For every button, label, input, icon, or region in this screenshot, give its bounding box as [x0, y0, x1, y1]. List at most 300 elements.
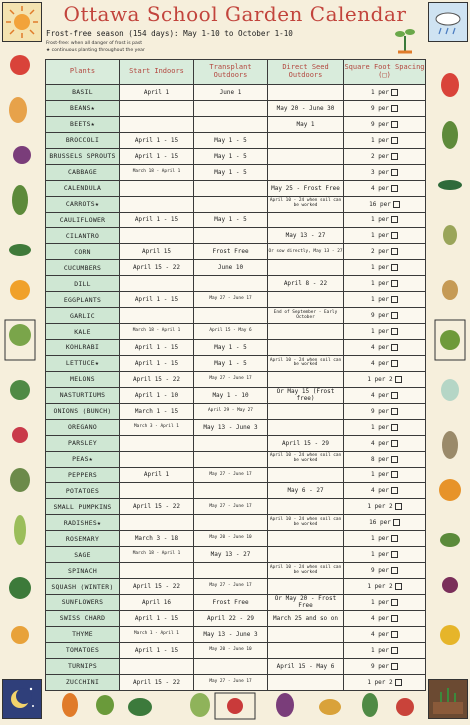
transplant-outdoors-cell [194, 419, 268, 435]
direct-seed-outdoors-cell-text: Or May 20 - Frost Free [274, 595, 337, 610]
transplant-outdoors-cell-text: May 13 - June 3 [203, 423, 258, 431]
direct-seed-outdoors-cell-text: May 6 - 27 [287, 487, 324, 495]
square-foot-spacing-cell [344, 340, 426, 356]
start-indoors-cell-text: March 18 - April 1 [132, 328, 181, 334]
transplant-outdoors-cell [194, 515, 268, 531]
square-icon [391, 487, 398, 494]
plant-name-cell [46, 483, 120, 499]
square-icon [393, 519, 400, 526]
square-foot-spacing-cell [344, 308, 426, 324]
square-icon [391, 535, 398, 542]
transplant-outdoors-cell-text: May 27 - June 17 [209, 296, 252, 302]
direct-seed-outdoors-cell-text: May 25 - Frost Free [271, 184, 340, 192]
direct-seed-outdoors-cell [268, 467, 344, 483]
square-foot-spacing-cell-text: 1 per 2 [367, 503, 393, 511]
plant-name-cell [46, 674, 120, 690]
square-icon [391, 248, 398, 255]
square-foot-spacing-cell-text: 1 per [370, 232, 390, 240]
plant-name-cell-text: KALE [74, 327, 91, 336]
transplant-outdoors-cell-text: May 27 - June 17 [209, 376, 252, 382]
square-foot-spacing-cell-text: 2 per [370, 152, 390, 160]
start-indoors-cell-text: March 1 - April 1 [134, 631, 179, 637]
start-indoors-cell [120, 132, 194, 148]
plant-name-cell [46, 355, 120, 371]
square-foot-spacing-cell [344, 276, 426, 292]
start-indoors-cell [120, 595, 194, 611]
plant-name-cell [46, 196, 120, 212]
start-indoors-cell [120, 579, 194, 595]
square-icon [391, 392, 398, 399]
plant-name-cell-text: ZUCCHINI [65, 678, 100, 687]
transplant-outdoors-cell [194, 164, 268, 180]
square-icon [391, 360, 398, 367]
transplant-outdoors-cell-text: April 22 - 29 [207, 614, 254, 622]
plant-name-cell [46, 419, 120, 435]
table-row [46, 451, 426, 467]
transplant-outdoors-cell [194, 467, 268, 483]
start-indoors-cell [120, 403, 194, 419]
square-icon [391, 121, 398, 128]
plant-name-cell-text: CABBAGE [67, 168, 98, 177]
table-row [46, 132, 426, 148]
direct-seed-outdoors-cell-text: May 1 [296, 120, 315, 128]
plant-name-cell [46, 292, 120, 308]
plant-name-cell [46, 499, 120, 515]
plant-name-cell [46, 435, 120, 451]
table-row [46, 371, 426, 387]
frost-free-season: Frost-free season (154 days): May 1-10 to October 1-10 [46, 29, 293, 38]
plant-name-cell [46, 610, 120, 626]
direct-seed-outdoors-cell-text: April 10 - 24 when soil can be worked [269, 453, 342, 464]
table-row [46, 403, 426, 419]
start-indoors-cell [120, 435, 194, 451]
direct-seed-outdoors-cell [268, 180, 344, 196]
square-foot-spacing-cell-text: 16 per [369, 519, 391, 527]
plant-name-cell-text: MELONS [70, 375, 95, 384]
transplant-outdoors-cell [194, 499, 268, 515]
square-foot-spacing-cell-text: 1 per [370, 423, 390, 431]
table-row [46, 340, 426, 356]
square-foot-spacing-cell-text: 9 per [370, 120, 390, 128]
direct-seed-outdoors-cell-text: Or sow directly, May 13 - 27 [268, 248, 343, 254]
table-row [46, 196, 426, 212]
table-row [46, 531, 426, 547]
rain-cloud-icon [428, 2, 468, 42]
plant-name-cell-text: CUCUMBERS [63, 263, 102, 272]
square-icon [391, 408, 398, 415]
transplant-outdoors-cell-text: May 13 - 27 [210, 551, 251, 559]
transplant-outdoors-cell [194, 626, 268, 642]
start-indoors-cell-text: March 18 - April 1 [132, 551, 181, 557]
transplant-outdoors-cell [194, 563, 268, 579]
start-indoors-cell [120, 451, 194, 467]
square-foot-spacing-cell-text: 1 per [370, 598, 390, 606]
square-foot-spacing-cell-text: 2 per [370, 248, 390, 256]
transplant-outdoors-cell-text: May 1 - 10 [212, 391, 249, 399]
direct-seed-outdoors-cell-text: April 10 - 24 when soil can be worked [269, 564, 342, 575]
direct-seed-outdoors-cell [268, 228, 344, 244]
square-foot-spacing-cell [344, 483, 426, 499]
transplant-outdoors-cell-text: May 1 - 5 [214, 343, 247, 351]
table-row [46, 658, 426, 674]
plant-name-cell-text: DILL [74, 279, 91, 288]
plant-name-cell [46, 148, 120, 164]
garden-calendar-table [45, 59, 426, 691]
table-row [46, 499, 426, 515]
table-row [46, 116, 426, 132]
direct-seed-outdoors-cell [268, 515, 344, 531]
square-foot-spacing-cell [344, 403, 426, 419]
square-foot-spacing-cell [344, 132, 426, 148]
transplant-outdoors-cell [194, 403, 268, 419]
direct-seed-outdoors-cell [268, 244, 344, 260]
square-icon [391, 137, 398, 144]
start-indoors-cell-text: April 15 - 22 [133, 583, 180, 591]
plant-name-cell [46, 228, 120, 244]
table-row [46, 276, 426, 292]
plant-name-cell [46, 276, 120, 292]
square-foot-spacing-cell-text: 9 per [370, 662, 390, 670]
plant-name-cell [46, 100, 120, 116]
continuous-planting-note: ★ continuous planting throughout the year [46, 48, 145, 53]
direct-seed-outdoors-cell-text: May 20 - June 30 [276, 104, 335, 112]
square-foot-spacing-cell [344, 579, 426, 595]
square-foot-spacing-cell-text: 1 per [370, 136, 390, 144]
plant-name-cell [46, 164, 120, 180]
transplant-outdoors-cell-text: May 1 - 5 [214, 168, 247, 176]
square-icon [391, 647, 398, 654]
square-icon [391, 264, 398, 271]
square-foot-spacing-cell-text: 4 per [370, 614, 390, 622]
start-indoors-cell [120, 116, 194, 132]
transplant-outdoors-cell [194, 132, 268, 148]
transplant-outdoors-cell-text: May 13 - June 3 [203, 630, 258, 638]
plant-name-cell-text: CAULIFLOWER [59, 215, 106, 224]
transplant-outdoors-cell-text: May 1 - 5 [214, 136, 247, 144]
transplant-outdoors-cell-text: May 1 - 5 [214, 152, 247, 160]
square-foot-spacing-cell-text: 8 per [370, 455, 390, 463]
column-header-start-indoors: Start Indoors [120, 60, 194, 85]
square-foot-spacing-cell-text: 3 per [370, 168, 390, 176]
square-foot-spacing-cell-text: 1 per [370, 264, 390, 272]
start-indoors-cell [120, 308, 194, 324]
transplant-outdoors-cell [194, 371, 268, 387]
direct-seed-outdoors-cell-text: March 25 and so on [272, 614, 339, 622]
direct-seed-outdoors-cell [268, 579, 344, 595]
square-icon [391, 216, 398, 223]
plant-name-cell [46, 85, 120, 101]
footer-vegetable-illustrations [0, 689, 470, 721]
direct-seed-outdoors-cell [268, 276, 344, 292]
direct-seed-outdoors-cell-text: April 10 - 24 when soil can be worked [269, 198, 342, 209]
plant-name-cell-text: TOMATOES [65, 646, 100, 655]
start-indoors-cell-text: April 1 - 15 [134, 136, 179, 144]
transplant-outdoors-cell [194, 642, 268, 658]
plant-name-cell [46, 244, 120, 260]
start-indoors-cell [120, 371, 194, 387]
direct-seed-outdoors-cell [268, 419, 344, 435]
square-foot-spacing-cell [344, 387, 426, 403]
start-indoors-cell [120, 196, 194, 212]
plant-name-cell-text: EGGPLANTS [63, 295, 102, 304]
table-row [46, 228, 426, 244]
start-indoors-cell [120, 563, 194, 579]
start-indoors-cell [120, 483, 194, 499]
transplant-outdoors-cell [194, 579, 268, 595]
plant-name-cell [46, 116, 120, 132]
transplant-outdoors-cell-text: May 27 - June 17 [209, 471, 252, 477]
transplant-outdoors-cell-text: June 1 [219, 88, 242, 96]
square-icon [391, 567, 398, 574]
direct-seed-outdoors-cell-text: End of September - Early October [273, 309, 338, 320]
start-indoors-cell-text: April 1 [143, 88, 170, 96]
square-icon [391, 153, 398, 160]
start-indoors-cell-text: April 1 - 15 [134, 614, 179, 622]
square-icon [391, 280, 398, 287]
square-icon [391, 471, 398, 478]
start-indoors-cell [120, 100, 194, 116]
square-icon [391, 328, 398, 335]
square-foot-spacing-cell-text: 1 per [370, 88, 390, 96]
direct-seed-outdoors-cell [268, 403, 344, 419]
plant-name-cell-text: CALENDULA [63, 184, 102, 193]
transplant-outdoors-cell [194, 276, 268, 292]
transplant-outdoors-cell [194, 340, 268, 356]
direct-seed-outdoors-cell [268, 355, 344, 371]
square-icon [395, 583, 402, 590]
table-row [46, 308, 426, 324]
start-indoors-cell-text: April 1 - 15 [134, 216, 179, 224]
transplant-outdoors-cell-text: May 20 - June 10 [209, 535, 252, 541]
table-row [46, 355, 426, 371]
square-foot-spacing-cell-text: 1 per [370, 471, 390, 479]
direct-seed-outdoors-cell [268, 531, 344, 547]
table-row [46, 244, 426, 260]
transplant-outdoors-cell-text: Frost Free [212, 248, 249, 256]
start-indoors-cell [120, 355, 194, 371]
square-foot-spacing-cell-text: 9 per [370, 567, 390, 575]
plant-name-cell [46, 579, 120, 595]
transplant-outdoors-cell [194, 355, 268, 371]
start-indoors-cell [120, 164, 194, 180]
square-icon [391, 296, 398, 303]
table-row [46, 595, 426, 611]
start-indoors-cell-text: April 15 - 22 [133, 375, 180, 383]
square-icon [391, 424, 398, 431]
direct-seed-outdoors-cell-text: April 15 - May 6 [276, 662, 335, 670]
square-foot-spacing-cell [344, 85, 426, 101]
direct-seed-outdoors-cell [268, 116, 344, 132]
square-foot-spacing-cell [344, 642, 426, 658]
square-foot-spacing-cell-text: 9 per [370, 407, 390, 415]
column-header-square-foot-spacing: Square Foot Spacing (□) [344, 60, 426, 85]
table-row [46, 547, 426, 563]
table-row [46, 148, 426, 164]
square-foot-spacing-cell [344, 610, 426, 626]
direct-seed-outdoors-cell-text: April 10 - 24 when soil can be worked [269, 357, 342, 368]
start-indoors-cell [120, 340, 194, 356]
start-indoors-cell [120, 387, 194, 403]
square-foot-spacing-cell-text: 16 per [369, 200, 391, 208]
table-row [46, 324, 426, 340]
plant-name-cell-text: POTATOES [65, 486, 100, 495]
transplant-outdoors-cell [194, 610, 268, 626]
square-icon [391, 312, 398, 319]
plant-name-cell-text: BRUSSELS SPROUTS [49, 152, 116, 161]
column-header-transplant-outdoors: Transplant Outdoors [194, 60, 268, 85]
plant-name-cell [46, 403, 120, 419]
plant-name-cell [46, 387, 120, 403]
transplant-outdoors-cell-text: April 29 - May 27 [208, 407, 253, 413]
table-header-row [46, 60, 426, 85]
square-icon [393, 201, 400, 208]
table-row [46, 164, 426, 180]
direct-seed-outdoors-cell [268, 674, 344, 690]
direct-seed-outdoors-cell [268, 451, 344, 467]
square-foot-spacing-cell-text: 1 per 2 [367, 375, 393, 383]
direct-seed-outdoors-cell [268, 626, 344, 642]
table-row [46, 260, 426, 276]
header [42, 0, 428, 58]
table-row [46, 642, 426, 658]
start-indoors-cell [120, 324, 194, 340]
start-indoors-cell [120, 610, 194, 626]
frost-free-note: Frost-free: when all danger of frost is past [46, 41, 143, 46]
start-indoors-cell [120, 499, 194, 515]
square-foot-spacing-cell-text: 1 per 2 [367, 583, 393, 591]
plant-name-cell-text: BEETS★ [70, 120, 95, 129]
transplant-outdoors-cell [194, 531, 268, 547]
plant-name-cell [46, 212, 120, 228]
start-indoors-cell-text: April 1 - 15 [134, 343, 179, 351]
square-foot-spacing-cell [344, 244, 426, 260]
square-foot-spacing-cell-text: 4 per [370, 487, 390, 495]
direct-seed-outdoors-cell-text: May 13 - 27 [285, 232, 326, 240]
transplant-outdoors-cell-text: May 1 - 5 [214, 216, 247, 224]
start-indoors-cell-text: April 1 - 15 [134, 152, 179, 160]
square-foot-spacing-cell [344, 435, 426, 451]
direct-seed-outdoors-cell [268, 148, 344, 164]
direct-seed-outdoors-cell [268, 387, 344, 403]
plant-name-cell-text: THYME [72, 630, 93, 639]
transplant-outdoors-cell-text: June 10 [217, 264, 244, 272]
square-foot-spacing-cell [344, 531, 426, 547]
start-indoors-cell-text: April 15 [142, 248, 171, 256]
plant-name-cell-text: CARROTS★ [65, 200, 100, 209]
square-foot-spacing-cell [344, 467, 426, 483]
table-row [46, 419, 426, 435]
direct-seed-outdoors-cell-text: April 10 - 24 when soil can be worked [269, 517, 342, 527]
square-foot-spacing-cell-text: 1 per [370, 646, 390, 654]
start-indoors-cell [120, 419, 194, 435]
plant-name-cell [46, 132, 120, 148]
square-foot-spacing-cell-text: 1 per [370, 535, 390, 543]
square-icon [395, 503, 402, 510]
square-foot-spacing-cell-text: 1 per [370, 280, 390, 288]
square-foot-spacing-cell-text: 4 per [370, 343, 390, 351]
square-foot-spacing-cell-text: 1 per [370, 296, 390, 304]
transplant-outdoors-cell [194, 547, 268, 563]
transplant-outdoors-cell-text: May 27 - June 17 [209, 678, 252, 684]
table-row [46, 515, 426, 531]
square-foot-spacing-cell [344, 148, 426, 164]
transplant-outdoors-cell [194, 674, 268, 690]
vegetable-illustration-right [430, 40, 470, 691]
square-foot-spacing-cell [344, 180, 426, 196]
square-foot-spacing-cell [344, 292, 426, 308]
transplant-outdoors-cell [194, 180, 268, 196]
square-foot-spacing-cell [344, 100, 426, 116]
direct-seed-outdoors-cell [268, 658, 344, 674]
square-icon [395, 679, 402, 686]
direct-seed-outdoors-cell [268, 292, 344, 308]
transplant-outdoors-cell-text: May 27 - June 17 [209, 503, 252, 509]
start-indoors-cell [120, 642, 194, 658]
plant-name-cell [46, 371, 120, 387]
transplant-outdoors-cell [194, 435, 268, 451]
plant-name-cell [46, 563, 120, 579]
plant-name-cell-text: ROSEMARY [65, 534, 100, 543]
start-indoors-cell [120, 180, 194, 196]
square-foot-spacing-cell [344, 228, 426, 244]
start-indoors-cell-text: March 18 - April 1 [132, 168, 181, 174]
plant-name-cell-text: SWISS CHARD [59, 614, 106, 623]
square-icon [391, 105, 398, 112]
transplant-outdoors-cell-text: Frost Free [212, 598, 249, 606]
square-icon [391, 663, 398, 670]
plant-name-cell-text: CORN [74, 247, 91, 256]
table-row [46, 435, 426, 451]
square-foot-spacing-cell [344, 658, 426, 674]
column-header-plants: Plants [46, 60, 120, 85]
plant-name-cell [46, 531, 120, 547]
direct-seed-outdoors-cell [268, 212, 344, 228]
square-icon [395, 376, 402, 383]
direct-seed-outdoors-cell [268, 563, 344, 579]
square-foot-spacing-cell-text: 1 per [370, 328, 390, 336]
square-foot-spacing-cell [344, 355, 426, 371]
start-indoors-cell-text: April 15 - 22 [133, 264, 180, 272]
square-icon [391, 232, 398, 239]
start-indoors-cell-text: April 1 - 15 [134, 296, 179, 304]
page-title: Ottawa School Garden Calendar [63, 2, 407, 26]
transplant-outdoors-cell [194, 324, 268, 340]
direct-seed-outdoors-cell [268, 308, 344, 324]
start-indoors-cell [120, 674, 194, 690]
plant-name-cell [46, 515, 120, 531]
direct-seed-outdoors-cell [268, 324, 344, 340]
start-indoors-cell [120, 292, 194, 308]
square-foot-spacing-cell [344, 563, 426, 579]
plant-name-cell [46, 626, 120, 642]
plant-name-cell [46, 451, 120, 467]
square-foot-spacing-cell-text: 9 per [370, 104, 390, 112]
plant-name-cell-text: ONIONS (BUNCH) [53, 407, 112, 416]
square-foot-spacing-cell [344, 515, 426, 531]
plant-name-cell-text: SUNFLOWERS [61, 598, 104, 607]
square-icon [391, 344, 398, 351]
transplant-outdoors-cell [194, 308, 268, 324]
transplant-outdoors-cell [194, 483, 268, 499]
square-foot-spacing-cell [344, 260, 426, 276]
direct-seed-outdoors-cell [268, 642, 344, 658]
plant-name-cell [46, 547, 120, 563]
transplant-outdoors-cell [194, 212, 268, 228]
transplant-outdoors-cell [194, 228, 268, 244]
start-indoors-cell-text: March 3 - April 1 [134, 423, 179, 429]
direct-seed-outdoors-cell [268, 610, 344, 626]
table-row [46, 212, 426, 228]
